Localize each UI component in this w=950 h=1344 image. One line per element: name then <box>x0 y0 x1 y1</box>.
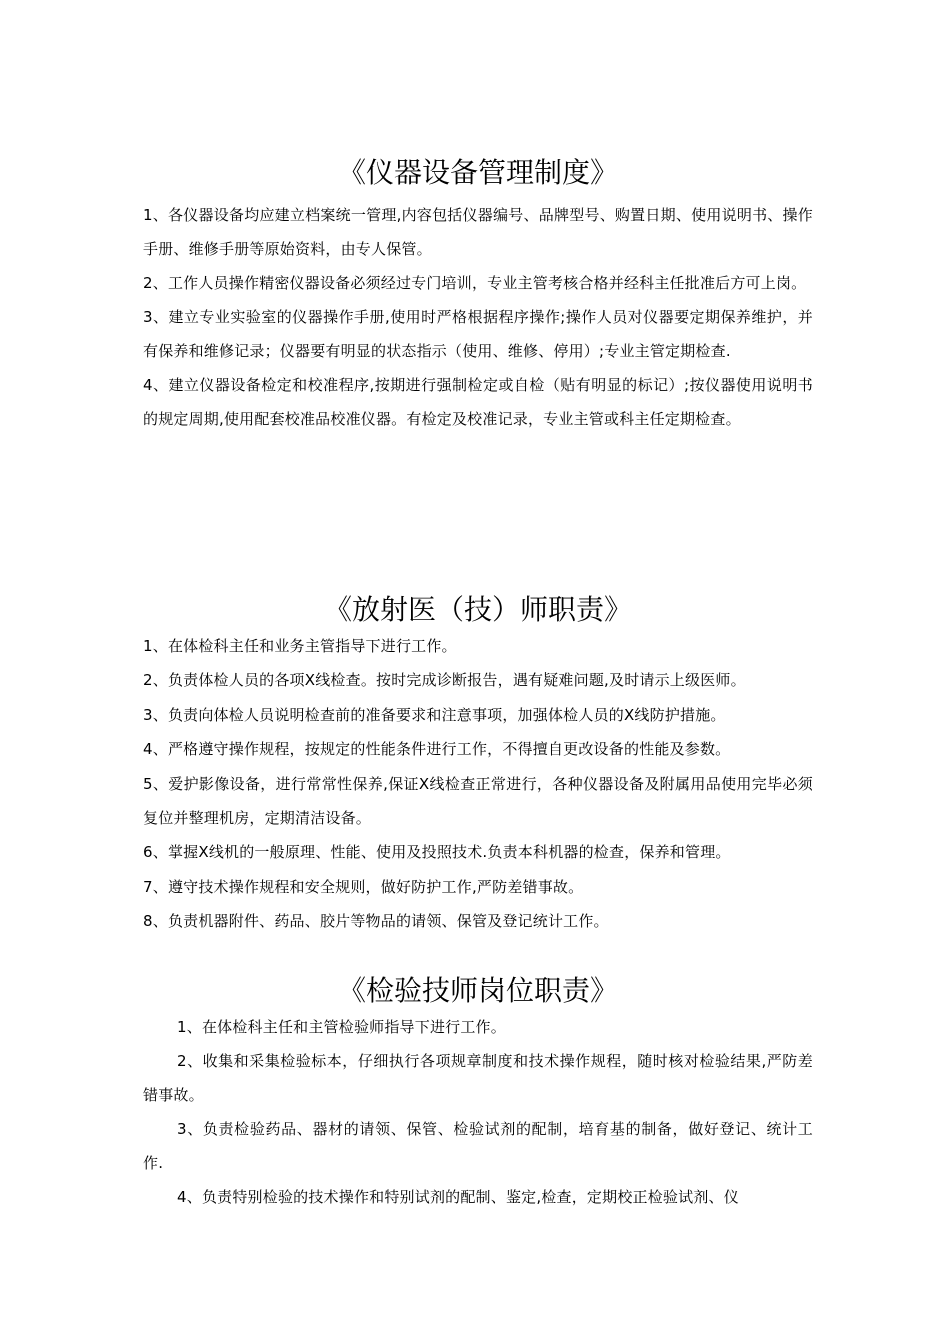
list-item: 1、在体检科主任和业务主管指导下进行工作。 <box>143 637 457 655</box>
list-item: 2、工作人员操作精密仪器设备必须经过专门培训，专业主管考核合格并经科主任批准后方可上岗。 <box>143 274 807 292</box>
list-item: 3、负责检验药品、器材的请领、保管、检验试剂的配制，培育基的制备，做好登记、统计工作. <box>143 1120 813 1172</box>
section-title: 《放射医（技）师职责》 <box>323 593 632 626</box>
list-item: 4、建立仪器设备检定和校准程序,按期进行强制检定或自检（贴有明显的标记）;按仪器使用说明书的规定周期,使用配套校准品校准仪器。有检定及校准记录，专业主管或科主任定期检查。 <box>143 376 813 428</box>
list-item: 2、收集和采集检验标本，仔细执行各项规章制度和技术操作规程，随时核对检验结果,严防差错事故。 <box>143 1052 813 1104</box>
list-item: 1、各仪器设备均应建立档案统一管理,内容包括仪器编号、品牌型号、购置日期、使用说明书、操作手册、维修手册等原始资料，由专人保管。 <box>143 206 813 258</box>
section-title: 《仪器设备管理制度》 <box>337 156 618 189</box>
list-item: 6、掌握X线机的一般原理、性能、使用及投照技术.负责本科机器的检查，保养和管理。 <box>143 843 731 862</box>
section-instrument-management <box>143 154 813 436</box>
list-item: 8、负责机器附件、药品、胶片等物品的请领、保管及登记统计工作。 <box>143 912 609 931</box>
section-title: 《检验技师岗位职责》 <box>337 974 618 1007</box>
list-item: 4、负责特别检验的技术操作和特别试剂的配制、鉴定,检查，定期校正检验试剂、仪 <box>177 1188 739 1206</box>
list-item: 3、负责向体检人员说明检查前的准备要求和注意事项，加强体检人员的X线防护措施。 <box>143 705 726 724</box>
list-item: 1、在体检科主任和主管检验师指导下进行工作。 <box>177 1018 506 1036</box>
list-item: 2、负责体检人员的各项X线检查。按时完成诊断报告，遇有疑难问题,及时请示上级医师。 <box>143 671 746 690</box>
section-lab-technician-duties <box>143 972 813 1214</box>
list-item: 5、爱护影像设备，进行常常性保养,保证X线检查正常进行，各种仪器设备及附属用品使用完毕必须复位并整理机房，定期清洁设备。 <box>143 774 813 828</box>
list-item: 3、建立专业实验室的仪器操作手册,使用时严格根据程序操作;操作人员对仪器要定期保养维护，并有保养和维修记录；仪器要有明显的状态指示（使用、维修、停用）;专业主管定期检查. <box>143 308 813 360</box>
list-item: 4、严格遵守操作规程，按规定的性能条件进行工作，不得擅自更改设备的性能及参数。 <box>143 740 731 759</box>
list-item: 7、遵守技术操作规程和安全规则，做好防护工作,严防差错事故。 <box>143 877 584 896</box>
section-radiology-duties <box>143 591 813 939</box>
